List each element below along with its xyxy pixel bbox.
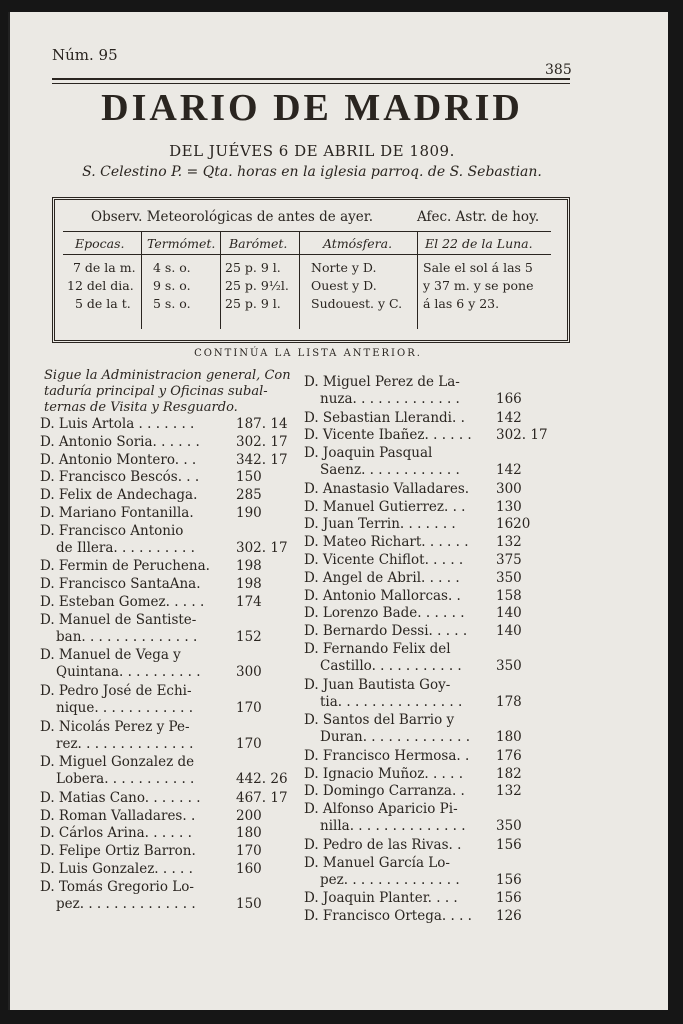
entry-value: 174 — [236, 594, 262, 610]
entry-value: 190 — [236, 505, 262, 521]
astro-line-3: á las 6 y 23. — [423, 296, 500, 311]
baro-3: 25 p. 9 l. — [225, 296, 281, 311]
entry-value: 170 — [236, 843, 262, 860]
list-entry — [304, 623, 522, 640]
entry-value: 467. 17 — [236, 789, 288, 806]
entry-value: 156 — [496, 871, 522, 888]
entry-name: D. Felix de Andechaga. — [40, 487, 198, 504]
entry-value: 375 — [496, 552, 522, 568]
entry-name: D. Domingo Carranza. . — [304, 783, 465, 800]
header-atmosfera: Atmósfera. — [323, 236, 393, 251]
list-entry — [40, 505, 262, 522]
list-entry — [40, 433, 288, 451]
entry-name: D. Luis Gonzalez. . . . . — [40, 861, 193, 877]
thermo-1: 4 s. o. — [153, 260, 191, 275]
weather-table — [52, 197, 570, 343]
entry-value: 142 — [496, 409, 522, 426]
entry-value: 198 — [236, 558, 262, 575]
entry-name: D. Antonio Soria. . . . . . — [40, 433, 200, 450]
list-entry — [40, 416, 288, 433]
entry-value: 170 — [236, 735, 262, 752]
entry-value: 126 — [496, 908, 522, 924]
entry-name: D. Angel de Abril. . . . . — [304, 569, 460, 586]
list-entry — [40, 611, 262, 646]
list-entry — [40, 843, 262, 860]
entry-name: ban. . . . . . . . . . . . . . — [56, 628, 198, 645]
entry-name: D. Bernardo Dessi. . . . . — [304, 623, 468, 640]
list-entry — [304, 641, 522, 675]
list-entry — [304, 765, 522, 783]
entry-name: D. Manuel de Vega y — [40, 647, 181, 664]
entry-value: 302. 17 — [236, 539, 288, 556]
issue-date: DEL JUÉVES 6 DE ABRIL DE 1809. — [169, 142, 455, 160]
header-termometro: Termómet. — [147, 236, 216, 251]
list-entry — [40, 522, 288, 557]
list-entry — [304, 605, 522, 622]
list-entry — [40, 594, 262, 611]
entry-value: 150 — [236, 469, 262, 486]
entry-value: 132 — [496, 534, 522, 551]
list-entry — [40, 647, 262, 681]
entry-name: D. Luis Artola . . . . . . . — [40, 416, 195, 432]
entry-value: 142 — [496, 462, 522, 479]
list-entry — [304, 445, 522, 479]
entry-value: 1620 — [496, 516, 531, 533]
entry-value: 350 — [496, 569, 522, 586]
epoch-3: 5 de la t. — [75, 296, 131, 311]
entry-name: nuza. . . . . . . . . . . . . — [320, 391, 460, 407]
list-entry — [40, 789, 288, 807]
entry-value: 350 — [496, 818, 522, 835]
atmos-2: Ouest y D. — [311, 278, 377, 293]
entry-value: 302. 17 — [236, 433, 288, 450]
entry-name: D. Nicolás Perez y Pe- — [40, 718, 190, 735]
entry-name: Quintana. . . . . . . . . . — [56, 664, 201, 681]
entry-value: 156 — [496, 890, 522, 907]
entry-name: de Illera. . . . . . . . . . — [56, 539, 195, 556]
list-entry — [40, 718, 262, 753]
list-entry — [304, 712, 522, 746]
entry-name: D. Antonio Montero. . . — [40, 451, 197, 468]
entry-name: D. Mateo Richart. . . . . . — [304, 534, 469, 551]
list-entry — [40, 754, 288, 788]
epoch-1: 7 de la m. — [73, 260, 136, 275]
header-luna: El 22 de la Luna. — [425, 236, 533, 251]
atmos-3: Sudouest. y C. — [311, 296, 403, 311]
entry-value: 150 — [236, 895, 262, 912]
entry-name: D. Anastasio Valladares. — [304, 480, 470, 497]
header-epocas: Epocas. — [75, 236, 125, 251]
entry-name: D. Pedro José de Echi- — [40, 683, 192, 699]
entry-name: D. Joaquin Pasqual — [304, 445, 433, 462]
entry-name: D. Fermin de Peruchena. — [40, 558, 210, 575]
entry-name: D. Mariano Fontanilla. — [40, 505, 194, 521]
list-entry — [40, 825, 262, 842]
list-entry — [40, 861, 262, 878]
entry-name: D. Juan Terrin. . . . . . . — [304, 516, 456, 533]
entry-value: 176 — [496, 747, 522, 764]
weather-rule-1 — [63, 231, 551, 232]
entry-name: Saenz. . . . . . . . . . . . — [320, 462, 460, 479]
entry-name: D. Juan Bautista Goy- — [304, 676, 451, 693]
entry-name: D. Fernando Felix del — [304, 641, 451, 657]
list-entry — [40, 807, 262, 825]
entry-name: D. Francisco SantaAna. — [40, 576, 201, 593]
astro-line-1: Sale el sol á las 5 — [423, 260, 533, 275]
entry-name: D. Manuel García Lo- — [304, 854, 450, 871]
header-barometro: Barómet. — [229, 236, 288, 251]
entry-name: D. Roman Valladares. . — [40, 807, 196, 824]
astro-line-2: y 37 m. y se pone — [423, 278, 534, 293]
entry-name: D. Matias Cano. . . . . . . — [40, 789, 201, 806]
entry-value: 178 — [496, 693, 522, 710]
header-rule-top — [52, 78, 570, 80]
entry-name: D. Cárlos Arina. . . . . . — [40, 825, 192, 842]
entry-value: 302. 17 — [496, 427, 548, 444]
section-title: CONTINÚA LA LISTA ANTERIOR. — [194, 348, 422, 359]
entry-name: nique. . . . . . . . . . . . — [56, 700, 194, 716]
intro-line: Sigue la Administracion general, Con — [44, 368, 291, 383]
list-entry — [304, 783, 522, 800]
weather-col-line-3 — [299, 231, 300, 329]
weather-col-line-2 — [220, 231, 221, 329]
list-entry — [304, 569, 522, 587]
list-entry — [304, 409, 522, 427]
epoch-2: 12 del dia. — [67, 278, 134, 293]
entry-name: nilla. . . . . . . . . . . . . . — [320, 818, 466, 835]
entry-name: D. Vicente Ibañez. . . . . . — [304, 427, 472, 444]
list-entry — [304, 801, 522, 835]
entry-value: 342. 17 — [236, 451, 288, 468]
entry-value: 182 — [496, 765, 522, 782]
list-entry — [40, 683, 262, 717]
newspaper-title: DIARIO DE MADRID — [101, 87, 523, 129]
entry-name: D. Esteban Gomez. . . . . — [40, 594, 205, 610]
entry-value: 170 — [236, 700, 262, 716]
entry-name: D. Santos del Barrio y — [304, 712, 455, 729]
weather-col-line-4 — [417, 231, 418, 329]
weather-left-title: Observ. Meteorológicas de antes de ayer. — [91, 209, 374, 225]
entry-name: D. Miguel Perez de La- — [304, 374, 460, 390]
entry-name: pez. . . . . . . . . . . . . . — [56, 895, 196, 912]
list-entry — [304, 854, 522, 889]
weather-col-line-1 — [141, 231, 142, 329]
entry-name: D. Joaquin Planter. . . . — [304, 890, 458, 907]
baro-1: 25 p. 9 l. — [225, 260, 281, 275]
entry-name: Castillo. . . . . . . . . . . — [320, 658, 462, 674]
list-entry — [304, 908, 522, 925]
entry-value: 158 — [496, 587, 522, 604]
entry-value: 160 — [236, 861, 262, 877]
list-entry — [304, 534, 522, 551]
entry-name: Duran. . . . . . . . . . . . . — [320, 729, 470, 746]
entry-value: 200 — [236, 807, 262, 824]
thermo-2: 9 s. o. — [153, 278, 191, 293]
entry-name: D. Felipe Ortiz Barron. — [40, 843, 196, 860]
list-entry — [40, 451, 288, 469]
entry-name: rez. . . . . . . . . . . . . . — [56, 735, 194, 752]
list-entry — [304, 747, 522, 765]
entry-value: 166 — [496, 391, 522, 407]
list-entry — [304, 587, 522, 605]
section-intro — [44, 368, 292, 416]
page-number: 385 — [545, 62, 572, 78]
entry-value: 140 — [496, 605, 522, 622]
entry-name: D. Pedro de las Rivas. . — [304, 836, 462, 853]
thermo-3: 5 s. o. — [153, 296, 191, 311]
list-entry — [304, 890, 522, 907]
intro-line: ternas de Visita y Resguardo. — [44, 400, 238, 415]
list-entry — [304, 836, 522, 854]
entry-value: 180 — [236, 825, 262, 842]
list-entry — [40, 469, 262, 486]
entry-name: Lobera. . . . . . . . . . . — [56, 771, 195, 788]
list-entry — [40, 878, 262, 913]
list-entry — [40, 487, 262, 504]
baro-2: 25 p. 9½l. — [225, 278, 289, 293]
entry-value: 198 — [236, 576, 262, 593]
list-entry — [304, 498, 522, 516]
list-entry — [304, 676, 522, 711]
entry-name: D. Manuel Gutierrez. . . — [304, 498, 466, 515]
entry-name: D. Francisco Antonio — [40, 522, 184, 539]
entry-name: D. Antonio Mallorcas. . — [304, 587, 461, 604]
entry-name: D. Vicente Chiflot. . . . . — [304, 552, 464, 568]
entry-name: D. Ignacio Muñoz. . . . . — [304, 765, 464, 782]
entry-value: 300 — [236, 664, 262, 681]
entry-value: 152 — [236, 628, 262, 645]
entry-name: D. Tomás Gregorio Lo- — [40, 878, 194, 895]
entry-name: D. Miguel Gonzalez de — [40, 754, 195, 771]
saint-of-day: S. Celestino P. = Qta. horas en la iglesia parroq. de S. Sebastian. — [82, 164, 542, 180]
entry-value: 156 — [496, 836, 522, 853]
list-entry — [40, 576, 262, 593]
header-rule-bottom — [52, 83, 570, 84]
entry-value: 442. 26 — [236, 771, 288, 788]
weather-right-title: Afec. Astr. de hoy. — [417, 209, 540, 225]
entry-value: 140 — [496, 623, 522, 640]
entry-value: 350 — [496, 658, 522, 674]
list-entry — [40, 558, 262, 575]
entry-name: D. Francisco Bescós. . . — [40, 469, 200, 486]
entry-name: tia. . . . . . . . . . . . . . . — [320, 693, 463, 710]
entry-value: 285 — [236, 487, 262, 504]
list-entry — [304, 374, 522, 408]
entry-value: 180 — [496, 729, 522, 746]
atmos-1: Norte y D. — [311, 260, 377, 275]
entry-value: 132 — [496, 783, 522, 800]
list-entry — [304, 552, 522, 569]
entry-value: 130 — [496, 498, 522, 515]
list-entry — [304, 480, 522, 498]
list-entry — [304, 516, 531, 533]
entry-name: D. Lorenzo Bade. . . . . . — [304, 605, 465, 622]
entry-name: D. Sebastian Llerandi. . — [304, 409, 465, 426]
entry-name: pez. . . . . . . . . . . . . . — [320, 871, 460, 888]
entry-name: D. Manuel de Santiste- — [40, 611, 197, 628]
weather-rule-2 — [63, 254, 551, 255]
entry-name: D. Francisco Hermosa. . — [304, 747, 470, 764]
list-entry — [304, 427, 548, 444]
entry-value: 187. 14 — [236, 416, 288, 432]
entry-value: 300 — [496, 480, 522, 497]
entry-name: D. Francisco Ortega. . . . — [304, 908, 472, 924]
issue-number: Núm. 95 — [52, 46, 118, 64]
entry-name: D. Alfonso Aparicio Pi- — [304, 801, 458, 818]
intro-line: taduría principal y Oficinas subal- — [44, 384, 268, 399]
